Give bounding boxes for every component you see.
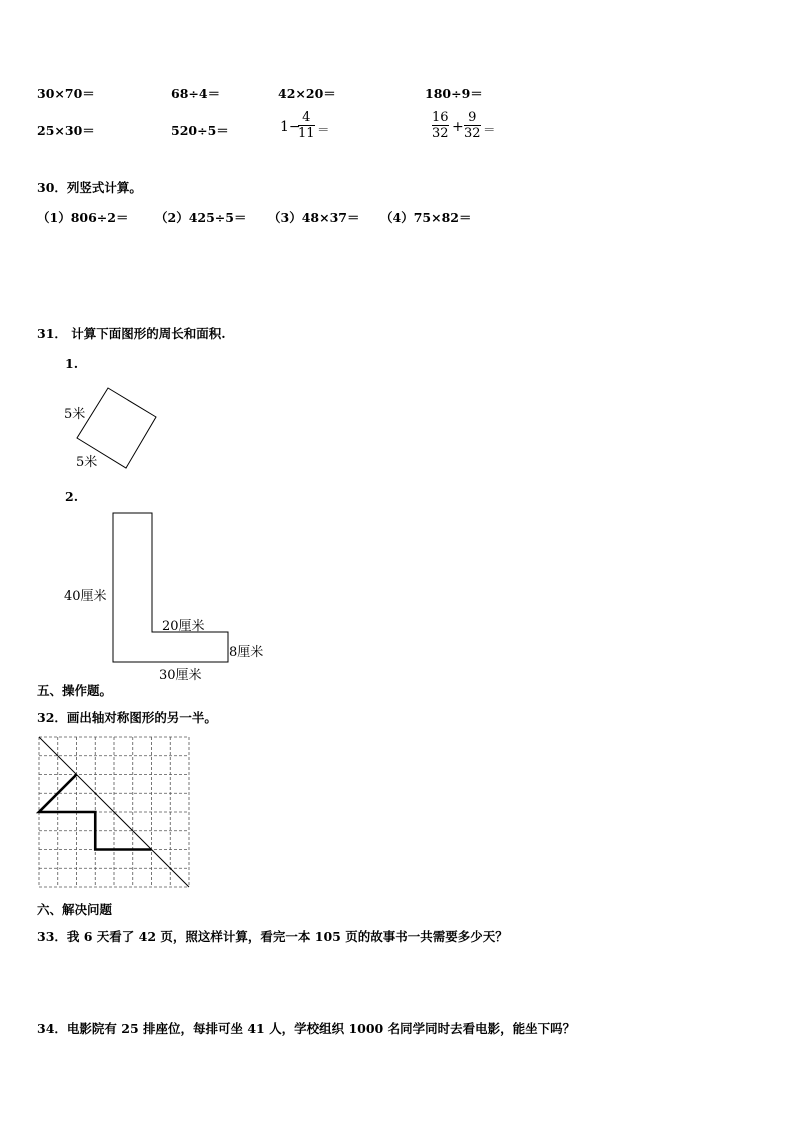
q30-item-2: （2）425÷5＝ [155,210,247,225]
q30-item-3: （3）48×37＝ [268,210,360,225]
fraction-denominator: 32 [464,126,481,141]
q33-text: 33．我 6 天看了 42 页，照这样计算，看完一本 105 页的故事书一共需要多少天？ [37,929,508,944]
calc-2-4-plus: + [452,119,464,135]
calc-2-3-whole: 1− [280,119,301,135]
calc-1-3: 42×20＝ [278,86,336,101]
q30-title: 30．列竖式计算。 [37,180,142,195]
q32-grid-figure [37,735,192,890]
q31-figure-1-number: 1. [65,356,79,371]
section-6-heading: 六、解决问题 [37,902,113,917]
calc-2-4-fraction-1 [432,110,449,141]
q31-figure-2-number: 2. [65,489,79,504]
q31-square-side-a: 5米 [64,407,86,422]
fraction-numerator: 16 [432,110,449,125]
section-5-heading: 五、操作题。 [37,683,113,698]
q31-title: 31． 计算下面图形的周长和面积. [37,326,226,341]
q31-l-shape-height-label: 40厘米 [64,589,107,604]
calc-1-4: 180÷9＝ [425,86,483,101]
q31-l-shape-figure [110,510,240,670]
q31-l-shape-bottom-label: 30厘米 [159,668,202,683]
q31-l-shape-side-label: 8厘米 [229,645,264,660]
calc-2-4-equals: ＝ [483,122,496,137]
calc-1-1: 30×70＝ [37,86,95,101]
calc-2-4-fraction-2 [464,110,481,141]
calc-2-3-fraction [298,110,315,141]
q31-l-shape-inner-label: 20厘米 [162,619,205,634]
q30-item-1: （1）806÷2＝ [37,210,129,225]
calc-2-2: 520÷5＝ [171,123,229,138]
fraction-numerator: 4 [302,110,311,125]
fraction-denominator: 11 [298,126,315,141]
q30-item-4: （4）75×82＝ [380,210,472,225]
q34-text: 34．电影院有 25 排座位，每排可坐 41 人，学校组织 1000 名同学同时去看电影，能坐下吗？ [37,1021,576,1036]
fraction-denominator: 32 [432,126,449,141]
calc-2-3-equals: ＝ [317,122,330,137]
calc-1-2: 68÷4＝ [171,86,221,101]
q32-title: 32．画出轴对称图形的另一半。 [37,710,217,725]
q31-square-side-b: 5米 [76,455,98,470]
fraction-numerator: 9 [468,110,477,125]
calc-2-1: 25×30＝ [37,123,95,138]
